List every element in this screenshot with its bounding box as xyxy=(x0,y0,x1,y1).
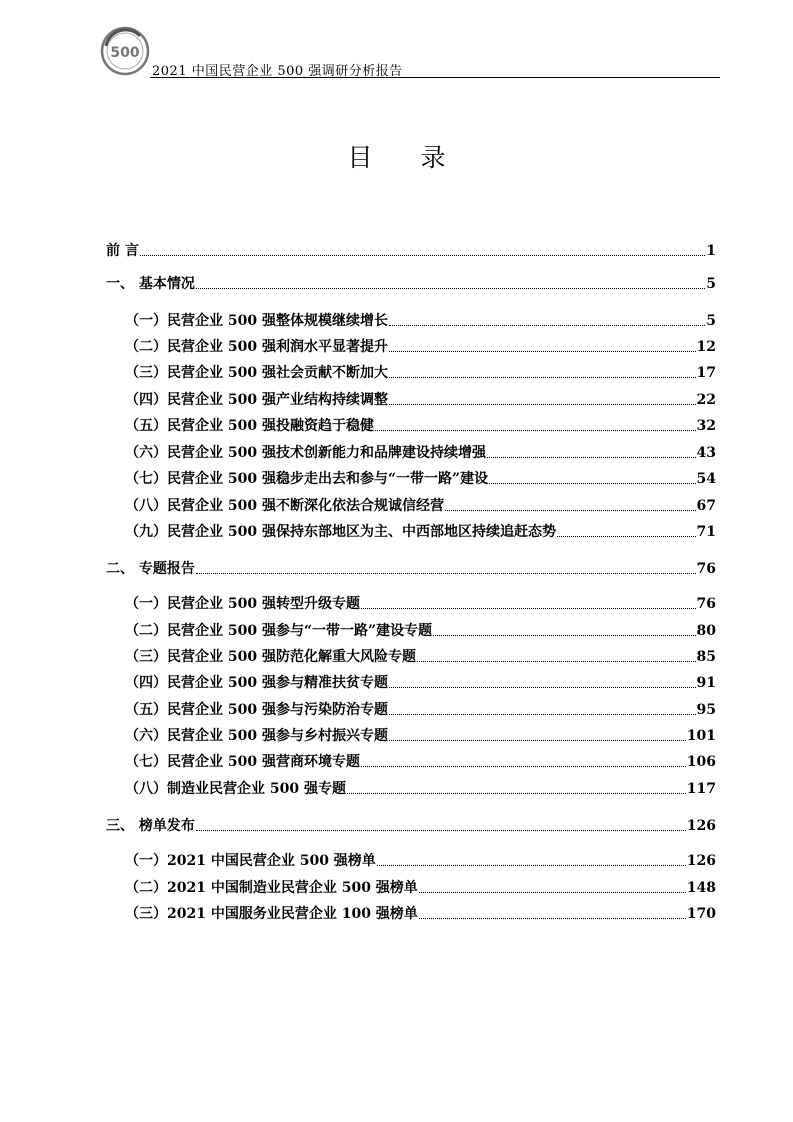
toc-entry-label: 一、 基本情况 xyxy=(106,276,195,292)
report-logo xyxy=(100,26,150,76)
toc-subentry[interactable] xyxy=(125,721,716,745)
toc-page-number: 101 xyxy=(686,728,716,744)
page-header xyxy=(100,26,720,78)
dot-leader xyxy=(557,536,696,537)
header-title: 2021 中国民营企业 500 强调研分析报告 xyxy=(152,64,403,79)
toc-entry[interactable] xyxy=(106,269,716,293)
toc-page-number: 126 xyxy=(686,853,716,869)
dot-leader xyxy=(433,635,695,636)
toc-subentry[interactable] xyxy=(125,306,716,330)
toc-entry[interactable] xyxy=(106,236,716,260)
toc-entry-label: （八）民营企业 500 强不断深化依法合规诚信经营 xyxy=(125,498,444,514)
toc-subentry[interactable] xyxy=(125,642,716,666)
toc-entry-label: （七）民营企业 500 强稳步走出去和参与“一带一路”建设 xyxy=(125,471,489,487)
dot-leader xyxy=(419,892,686,893)
toc-entry-label: （八）制造业民营企业 500 强专题 xyxy=(125,781,346,797)
toc-page-number: 76 xyxy=(696,561,716,577)
toc-page-number: 170 xyxy=(686,906,716,922)
toc-subentry[interactable] xyxy=(125,846,716,870)
toc-page-number: 67 xyxy=(696,498,716,514)
toc-subentry[interactable] xyxy=(125,747,716,771)
dot-leader xyxy=(377,865,686,866)
dot-leader xyxy=(389,377,696,378)
toc-page-number: 106 xyxy=(686,754,716,770)
toc-entry-label: （三）民营企业 500 强防范化解重大风险专题 xyxy=(125,649,416,665)
toc-page-number: 91 xyxy=(696,675,716,691)
toc-entry-label: （五）民营企业 500 强投融资趋于稳健 xyxy=(125,418,374,434)
toc-page-number: 54 xyxy=(696,471,716,487)
toc-entry[interactable] xyxy=(106,554,716,578)
toc-page-number: 1 xyxy=(706,243,716,259)
header-rule xyxy=(150,77,720,78)
toc-subentry[interactable] xyxy=(125,332,716,356)
toc-entry-label: （九）民营企业 500 强保持东部地区为主、中西部地区持续追赶态势 xyxy=(125,524,556,540)
toc-entry-label: （二）民营企业 500 强利润水平显著提升 xyxy=(125,339,388,355)
toc-page-number: 32 xyxy=(696,418,716,434)
dot-leader xyxy=(489,483,695,484)
toc-entry-label: （一）民营企业 500 强转型升级专题 xyxy=(125,596,360,612)
dot-leader xyxy=(389,687,696,688)
dot-leader xyxy=(445,510,696,511)
toc-entry-label: （二）2021 中国制造业民营企业 500 强榜单 xyxy=(125,880,418,896)
toc-subentry[interactable] xyxy=(125,774,716,798)
dot-leader xyxy=(375,430,696,431)
toc-page-number: 5 xyxy=(706,313,716,329)
toc-entry-label: （三）2021 中国服务业民营企业 100 强榜单 xyxy=(125,906,418,922)
toc-subentry[interactable] xyxy=(125,873,716,897)
dot-leader xyxy=(389,351,696,352)
toc-page-number: 71 xyxy=(696,524,716,540)
toc-title: 目 录 xyxy=(347,143,466,172)
dot-leader xyxy=(487,457,696,458)
dot-leader xyxy=(389,325,705,326)
toc-page-number: 12 xyxy=(696,339,716,355)
toc-page-number: 22 xyxy=(696,392,716,408)
toc-subentry[interactable] xyxy=(125,385,716,409)
toc-entry-label: （五）民营企业 500 强参与污染防治专题 xyxy=(125,702,388,718)
toc-page-number: 76 xyxy=(696,596,716,612)
toc-page-number: 17 xyxy=(696,365,716,381)
dot-leader xyxy=(419,918,686,919)
toc-subentry[interactable] xyxy=(125,438,716,462)
toc-entry-label: （四）民营企业 500 强产业结构持续调整 xyxy=(125,392,388,408)
dot-leader xyxy=(140,255,705,256)
toc-page-number: 117 xyxy=(686,781,716,797)
toc-entry-label: （六）民营企业 500 强参与乡村振兴专题 xyxy=(125,728,388,744)
dot-leader xyxy=(389,714,696,715)
toc-subentry[interactable] xyxy=(125,517,716,541)
toc-subentry[interactable] xyxy=(125,358,716,382)
dot-leader xyxy=(417,661,696,662)
toc-page-number: 95 xyxy=(696,702,716,718)
toc-page-number: 5 xyxy=(706,276,716,292)
toc-subentry[interactable] xyxy=(125,668,716,692)
toc-page-number: 80 xyxy=(696,623,716,639)
toc-subentry[interactable] xyxy=(125,695,716,719)
dot-leader xyxy=(389,740,686,741)
toc-subentry[interactable] xyxy=(125,464,716,488)
toc-entry-label: （七）民营企业 500 强营商环境专题 xyxy=(125,754,360,770)
toc-page-number: 85 xyxy=(696,649,716,665)
toc-entry-label: 前 言 xyxy=(106,243,139,259)
toc-entry[interactable] xyxy=(106,811,716,835)
toc-entry-label: （三）民营企业 500 强社会贡献不断加大 xyxy=(125,365,388,381)
toc-entry-label: （一）2021 中国民营企业 500 强榜单 xyxy=(125,853,376,869)
dot-leader xyxy=(361,608,696,609)
toc-subentry[interactable] xyxy=(125,491,716,515)
toc-entry-label: （一）民营企业 500 强整体规模继续增长 xyxy=(125,313,388,329)
dot-leader xyxy=(389,404,696,405)
toc-subentry[interactable] xyxy=(125,616,716,640)
logo-text: 500 xyxy=(110,45,140,61)
toc-subentry[interactable] xyxy=(125,411,716,435)
toc-page-number: 126 xyxy=(686,818,716,834)
dot-leader xyxy=(196,573,696,574)
dot-leader xyxy=(196,288,705,289)
dot-leader xyxy=(361,766,686,767)
toc-page-number: 148 xyxy=(686,880,716,896)
dot-leader xyxy=(196,830,686,831)
toc-subentry[interactable] xyxy=(125,589,716,613)
toc-page-number: 43 xyxy=(696,445,716,461)
toc-entry-label: 三、 榜单发布 xyxy=(106,818,195,834)
toc-entry-label: 二、 专题报告 xyxy=(106,561,195,577)
toc-entry-label: （二）民营企业 500 强参与“一带一路”建设专题 xyxy=(125,623,433,639)
toc-entry-label: （六）民营企业 500 强技术创新能力和品牌建设持续增强 xyxy=(125,445,486,461)
toc-subentry[interactable] xyxy=(125,899,716,923)
toc-entry-label: （四）民营企业 500 强参与精准扶贫专题 xyxy=(125,675,388,691)
dot-leader xyxy=(347,793,686,794)
